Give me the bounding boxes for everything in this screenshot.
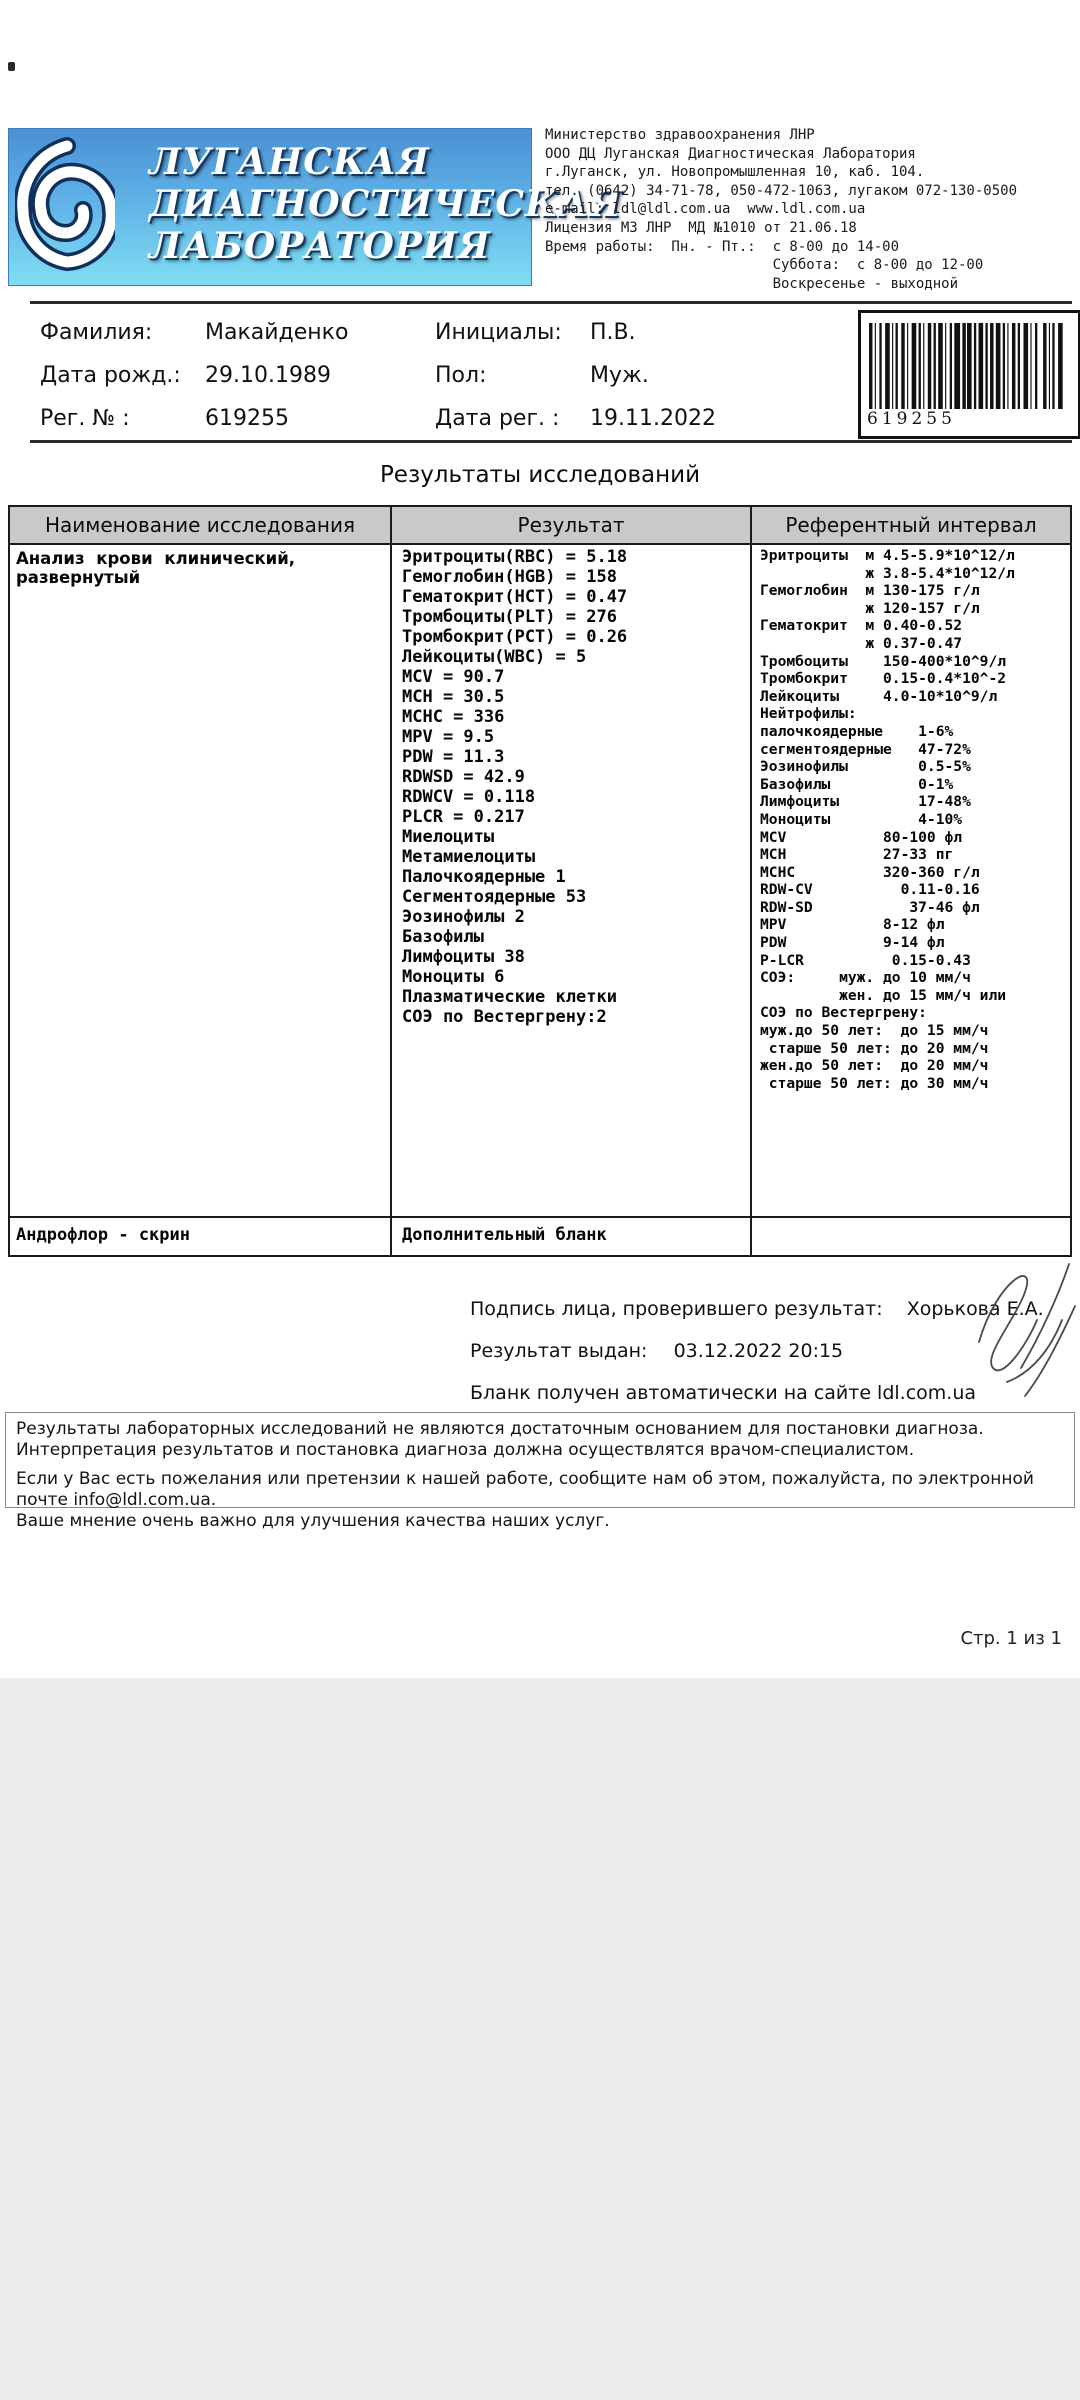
reg-number-label: Рег. № : <box>40 406 130 431</box>
dob-label: Дата рожд.: <box>40 363 181 388</box>
result-line: MPV = 9.5 <box>402 727 495 747</box>
org-contact-block <box>545 126 1065 293</box>
reference-line: палочкоядерные 1-6% <box>760 722 954 740</box>
reference-line: ж 0.37-0.47 <box>760 634 963 652</box>
reference-line: PDW 9-14 фл <box>760 934 945 952</box>
table-header-result: Результат <box>392 507 750 545</box>
reference-line: СОЭ: муж. до 10 мм/ч <box>760 969 971 987</box>
table-header-reference: Референтный интервал <box>752 507 1070 545</box>
result-line: RDWCV = 0.118 <box>402 787 536 807</box>
org-contact-line: г.Луганск, ул. Новопромышленная 10, каб. 104. <box>545 164 925 181</box>
lab-name-text <box>149 141 622 267</box>
reference-lines-cell <box>760 547 1068 1092</box>
result-line: MCHC = 336 <box>402 707 505 727</box>
org-contact-line: Суббота: с 8-00 до 12-00 <box>545 257 984 274</box>
reference-line: P-LCR 0.15-0.43 <box>760 951 971 969</box>
result-line: MCH = 30.5 <box>402 687 505 707</box>
result-line: MCV = 90.7 <box>402 667 505 687</box>
table-header-name: Наименование исследования <box>10 507 390 545</box>
result-line: Сегментоядерные 53 <box>402 887 587 907</box>
scan-background-area <box>0 1678 1080 2400</box>
divider-patient-bottom <box>30 440 1072 443</box>
reference-line: Моноциты 4-10% <box>760 810 963 828</box>
result-line: PDW = 11.3 <box>402 747 505 767</box>
results-table <box>8 505 1072 1257</box>
reference-line: Лимфоциты 17-48% <box>760 793 971 811</box>
result-line: Гематокрит(HCT) = 0.47 <box>402 587 628 607</box>
reference-line: Нейтрофилы: <box>760 705 857 723</box>
issued-label: Результат выдан: <box>470 1340 648 1362</box>
result-lines-cell <box>402 547 746 1027</box>
result-line: Лимфоциты 38 <box>402 947 525 967</box>
column-divider-2 <box>750 507 752 1255</box>
org-contact-line: e-mail: ldl@ldl.com.ua www.ldl.com.ua <box>545 201 866 218</box>
results-title: Результаты исследований <box>379 462 701 488</box>
sex-label: Пол: <box>435 363 487 388</box>
reference-line: RDW-CV 0.11-0.16 <box>760 881 980 899</box>
reg-date-value: 19.11.2022 <box>590 406 716 431</box>
reference-line: RDW-SD 37-46 фл <box>760 898 980 916</box>
reference-line: муж.до 50 лет: до 15 мм/ч <box>760 1022 989 1040</box>
result-line: Лейкоциты(WBC) = 5 <box>402 647 587 667</box>
result-line: СОЭ по Вестергрену:2 <box>402 1007 607 1027</box>
reference-line: MCHC 320-360 г/л <box>760 863 980 881</box>
result-line: RDWSD = 42.9 <box>402 767 525 787</box>
disclaimer-line4: Ваше мнение очень важно для улучшения качества наших услуг. <box>16 1511 610 1531</box>
reference-line: Эозинофилы 0.5-5% <box>760 758 971 776</box>
initials-label: Инициалы: <box>435 320 562 345</box>
result-line: Тромбоциты(PLT) = 276 <box>402 607 617 627</box>
disclaimer-box <box>5 1412 1075 1531</box>
scan-artifact-speck <box>8 62 15 71</box>
surname-label: Фамилия: <box>40 320 153 345</box>
reference-line: Гемоглобин м 130-175 г/л <box>760 582 980 600</box>
reference-line: СОЭ по Вестергрену: <box>760 1004 927 1022</box>
initials-value: П.В. <box>590 320 636 345</box>
result-line: Метамиелоциты <box>402 847 536 867</box>
test-name-cell: Анализ крови клинический, развернутый <box>16 549 296 587</box>
result-line: PLCR = 0.217 <box>402 807 525 827</box>
row-divider <box>10 1216 1070 1218</box>
result-line: Палочкоядерные 1 <box>402 867 566 887</box>
reference-line: Эритроциты м 4.5-5.9*10^12/л <box>760 547 1015 564</box>
lab-name-line3: ЛАБОРАТОРИЯ <box>149 225 491 267</box>
checked-by-label: Подпись лица, проверившего результат: <box>470 1298 883 1320</box>
surname-value: Макайденко <box>205 320 349 345</box>
lab-logo-banner <box>8 128 622 286</box>
barcode-number: 619255 <box>867 409 956 429</box>
reg-date-label: Дата рег. : <box>435 406 560 431</box>
column-divider-1 <box>390 507 392 1255</box>
result-line: Моноциты 6 <box>402 967 505 987</box>
result-line: Базофилы <box>402 927 484 947</box>
org-contact-line: ООО ДЦ Луганская Диагностическая Лаборатория <box>545 145 916 162</box>
barcode-box <box>858 310 1080 439</box>
test-name-cell-row2: Андрофлор - скрин <box>16 1225 190 1245</box>
reference-line: Тромбокрит 0.15-0.4*10^-2 <box>760 670 1007 688</box>
reference-line: ж 3.8-5.4*10^12/л <box>760 564 1015 582</box>
issued-value: 03.12.2022 20:15 <box>673 1340 844 1362</box>
reference-line: Тромбоциты 150-400*10^9/л <box>760 652 1007 670</box>
sex-value: Муж. <box>590 363 649 388</box>
reference-line: Лейкоциты 4.0-10*10^9/л <box>760 687 998 705</box>
dob-value: 29.10.1989 <box>205 363 331 388</box>
reference-line: Гематокрит м 0.40-0.52 <box>760 617 963 635</box>
org-contact-line: Министерство здравоохранения ЛНР <box>545 127 815 143</box>
lab-name-line1: ЛУГАНСКАЯ <box>149 141 430 183</box>
org-contact-line: Время работы: Пн. - Пт.: с 8-00 до 14-00 <box>545 238 900 255</box>
reference-line: ж 120-157 г/л <box>760 599 980 617</box>
reference-line: MCH 27-33 пг <box>760 846 954 864</box>
reference-line: старше 50 лет: до 30 мм/ч <box>760 1074 989 1092</box>
issued-line <box>470 1340 843 1362</box>
result-line: Эозинофилы 2 <box>402 907 525 927</box>
result-line: Гемоглобин(HGB) = 158 <box>402 567 617 587</box>
reference-line: MCV 80-100 фл <box>760 828 963 846</box>
reference-line: жен. до 15 мм/ч или <box>760 986 1007 1004</box>
barcode-icon <box>869 323 1065 409</box>
reg-number-value: 619255 <box>205 406 289 431</box>
result-line: Эритроциты(RBC) = 5.18 <box>402 547 628 567</box>
disclaimer-line2: Интерпретация результатов и постановка диагноза должна осуществлятся врачом-специалистом. <box>16 1440 915 1460</box>
auto-note: Бланк получен автоматически на сайте ldl.com.ua <box>470 1382 977 1404</box>
result-cell-row2: Дополнительный бланк <box>402 1225 607 1245</box>
reference-line: старше 50 лет: до 20 мм/ч <box>760 1039 989 1057</box>
reference-line: Базофилы 0-1% <box>760 775 954 793</box>
result-line: Плазматические клетки <box>402 987 617 1007</box>
result-line: Тромбокрит(PCT) = 0.26 <box>402 627 628 647</box>
lab-name-line2: ДИАГНОСТИЧЕСКАЯ <box>149 183 622 225</box>
disclaimer-line1: Результаты лабораторных исследований не являются достаточным основанием для постановки диагноза. <box>16 1419 984 1439</box>
checked-by-name: Хорькова Е.А. <box>906 1298 1044 1320</box>
reference-line: сегментоядерные 47-72% <box>760 740 971 758</box>
page-number: Стр. 1 из 1 <box>960 1628 1062 1649</box>
org-contact-line: Воскресенье - выходной <box>545 275 959 292</box>
handwritten-signature <box>965 1250 1080 1400</box>
reference-line: MPV 8-12 фл <box>760 916 945 934</box>
org-contact-line: тел. (0642) 34-71-78, 050-472-1063, лугаком 072-130-0500 <box>545 182 1018 199</box>
checked-by-line <box>470 1298 1044 1320</box>
reference-line: жен.до 50 лет: до 20 мм/ч <box>760 1057 989 1075</box>
org-contact-line: Лицензия МЗ ЛНР МД №1010 от 21.06.18 <box>545 219 857 236</box>
spiral-logo-icon <box>15 131 115 281</box>
divider-top <box>30 301 1072 304</box>
result-line: Миелоциты <box>402 827 495 847</box>
disclaimer-line3: Если у Вас есть пожелания или претензии к нашей работе, сообщите нам об этом, пожалуйста, по электронной почте info@ldl.com.ua. <box>16 1469 1034 1510</box>
